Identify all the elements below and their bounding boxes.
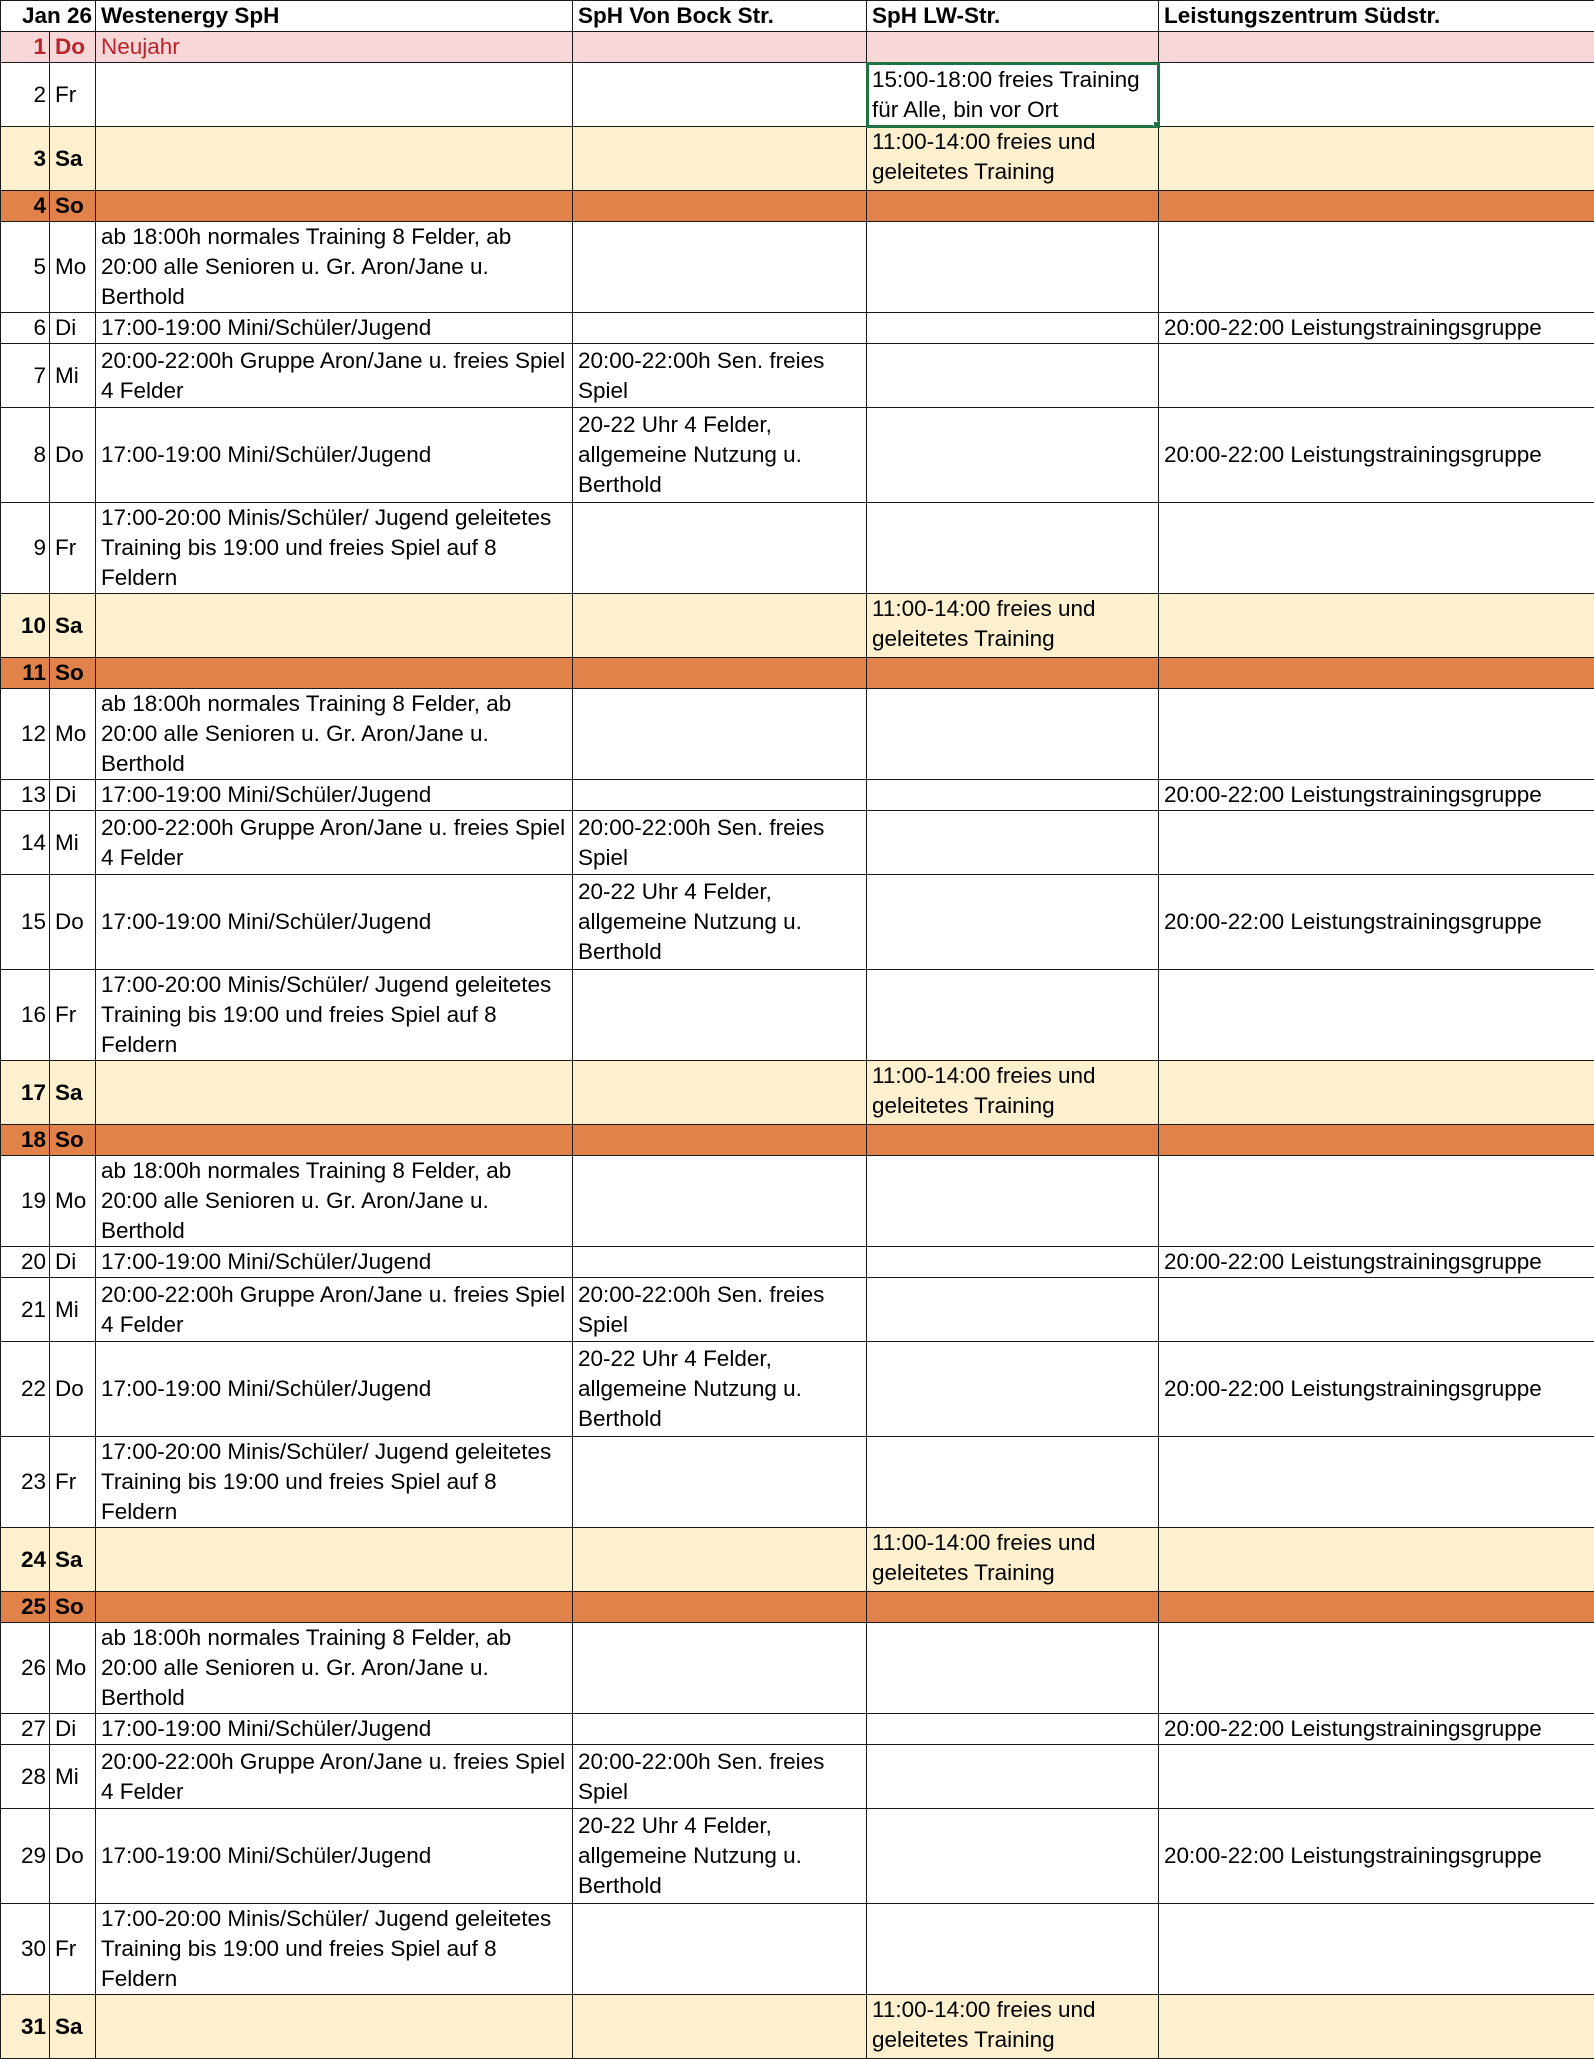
schedule-cell-lw[interactable] [867,32,1159,63]
schedule-cell-bock[interactable] [573,594,867,658]
schedule-cell-sued[interactable] [1159,63,1594,127]
schedule-cell-west[interactable]: Neujahr [96,32,573,63]
day-number-cell[interactable]: 14 [1,811,50,875]
schedule-cell-west[interactable]: 20:00-22:00h Gruppe Aron/Jane u. freies Spiel 4 Felder [96,1745,573,1809]
weekday-cell[interactable]: Fr [50,1904,96,1995]
day-number-cell[interactable]: 29 [1,1809,50,1904]
day-number-cell[interactable]: 16 [1,970,50,1061]
schedule-cell-sued[interactable]: 20:00-22:00 Leistungstrainingsgruppe [1159,313,1594,344]
schedule-cell-west[interactable]: 17:00-20:00 Minis/Schüler/ Jugend geleitetes Training bis 19:00 und freies Spiel auf 8 Feldern [96,970,573,1061]
day-number-cell[interactable]: 4 [1,191,50,222]
schedule-cell-west[interactable]: 17:00-19:00 Mini/Schüler/Jugend [96,1342,573,1437]
month-header[interactable]: Jan 26 [1,1,96,32]
schedule-cell-lw[interactable]: 11:00-14:00 freies und geleitetes Training [867,594,1159,658]
schedule-cell-bock[interactable]: 20-22 Uhr 4 Felder, allgemeine Nutzung u. Berthold [573,408,867,503]
weekday-cell[interactable]: Di [50,780,96,811]
day-row [1,344,1594,408]
day-row [1,1156,1594,1247]
header-row [1,1,1594,32]
day-number-cell[interactable]: 30 [1,1904,50,1995]
schedule-cell-lw[interactable] [867,1156,1159,1247]
day-row [1,689,1594,780]
schedule-cell-bock[interactable] [573,1528,867,1592]
schedule-cell-lw[interactable] [867,1592,1159,1623]
schedule-cell-west[interactable]: 20:00-22:00h Gruppe Aron/Jane u. freies Spiel 4 Felder [96,811,573,875]
schedule-cell-west[interactable] [96,191,573,222]
day-row [1,503,1594,594]
schedule-cell-sued[interactable]: 20:00-22:00 Leistungstrainingsgruppe [1159,875,1594,970]
day-row [1,811,1594,875]
schedule-cell-lw[interactable] [867,780,1159,811]
schedule-cell-lw[interactable] [867,658,1159,689]
day-row [1,1061,1594,1125]
day-row [1,127,1594,191]
schedule-cell-sued[interactable] [1159,1061,1594,1125]
schedule-cell-sued[interactable] [1159,1745,1594,1809]
schedule-cell-west[interactable]: 20:00-22:00h Gruppe Aron/Jane u. freies Spiel 4 Felder [96,1278,573,1342]
weekday-cell[interactable]: Mi [50,344,96,408]
weekday-cell[interactable]: Mi [50,811,96,875]
day-row [1,1995,1594,2059]
weekday-cell[interactable]: Fr [50,1437,96,1528]
schedule-cell-lw[interactable] [867,344,1159,408]
day-row [1,1623,1594,1714]
schedule-cell-bock[interactable]: 20:00-22:00h Sen. freies Spiel [573,1745,867,1809]
weekday-cell[interactable]: So [50,1125,96,1156]
day-number-cell[interactable]: 6 [1,313,50,344]
day-number-cell[interactable]: 20 [1,1247,50,1278]
weekday-cell[interactable]: Sa [50,1061,96,1125]
weekday-cell[interactable]: Do [50,1809,96,1904]
day-row [1,1809,1594,1904]
schedule-cell-bock[interactable] [573,1125,867,1156]
schedule-cell-sued[interactable] [1159,1125,1594,1156]
day-row [1,970,1594,1061]
schedule-cell-sued[interactable] [1159,1528,1594,1592]
schedule-cell-bock[interactable] [573,1061,867,1125]
weekday-cell[interactable]: Sa [50,1528,96,1592]
schedule-cell-sued[interactable] [1159,1995,1594,2059]
schedule-cell-bock[interactable] [573,191,867,222]
schedule-cell-lw[interactable] [867,689,1159,780]
day-number-cell[interactable]: 11 [1,658,50,689]
weekday-cell[interactable]: Sa [50,127,96,191]
day-row [1,1528,1594,1592]
day-number-cell[interactable]: 27 [1,1714,50,1745]
schedule-cell-lw[interactable] [867,408,1159,503]
day-number-cell[interactable]: 19 [1,1156,50,1247]
weekday-cell[interactable]: Mi [50,1745,96,1809]
day-number-cell[interactable]: 24 [1,1528,50,1592]
schedule-cell-west[interactable] [96,1528,573,1592]
schedule-cell-bock[interactable]: 20:00-22:00h Sen. freies Spiel [573,811,867,875]
schedule-cell-bock[interactable] [573,970,867,1061]
schedule-cell-bock[interactable] [573,1995,867,2059]
schedule-cell-bock[interactable] [573,313,867,344]
day-number-cell[interactable]: 9 [1,503,50,594]
schedule-cell-lw[interactable] [867,222,1159,313]
schedule-cell-sued[interactable]: 20:00-22:00 Leistungstrainingsgruppe [1159,1342,1594,1437]
schedule-cell-west[interactable]: 17:00-19:00 Mini/Schüler/Jugend [96,780,573,811]
schedule-cell-bock[interactable] [573,1714,867,1745]
schedule-cell-bock[interactable] [573,658,867,689]
schedule-cell-west[interactable]: ab 18:00h normales Training 8 Felder, ab 20:00 alle Senioren u. Gr. Aron/Jane u. Berthold [96,1156,573,1247]
schedule-cell-sued[interactable] [1159,222,1594,313]
schedule-cell-west[interactable] [96,594,573,658]
schedule-cell-sued[interactable]: 20:00-22:00 Leistungstrainingsgruppe [1159,780,1594,811]
day-number-cell[interactable]: 10 [1,594,50,658]
schedule-cell-lw[interactable] [867,1437,1159,1528]
weekday-cell[interactable]: Mo [50,222,96,313]
weekday-cell[interactable]: Di [50,1714,96,1745]
schedule-cell-bock[interactable]: 20-22 Uhr 4 Felder, allgemeine Nutzung u. Berthold [573,1809,867,1904]
schedule-cell-bock[interactable] [573,1437,867,1528]
schedule-cell-sued[interactable] [1159,1278,1594,1342]
schedule-cell-lw[interactable] [867,1714,1159,1745]
schedule-cell-west[interactable] [96,1061,573,1125]
day-row [1,1904,1594,1995]
weekday-cell[interactable]: Mo [50,689,96,780]
schedule-cell-lw[interactable] [867,970,1159,1061]
day-number-cell[interactable]: 12 [1,689,50,780]
column-header-von-bock[interactable]: SpH Von Bock Str. [573,1,867,32]
schedule-cell-sued[interactable] [1159,1623,1594,1714]
schedule-cell-lw[interactable] [867,1904,1159,1995]
day-row [1,408,1594,503]
schedule-cell-bock[interactable] [573,1904,867,1995]
schedule-cell-bock[interactable] [573,780,867,811]
weekday-cell[interactable]: Mo [50,1623,96,1714]
column-header-westenergy[interactable]: Westenergy SpH [96,1,573,32]
day-number-cell[interactable]: 8 [1,408,50,503]
day-row [1,313,1594,344]
schedule-cell-lw[interactable] [867,191,1159,222]
schedule-cell-lw[interactable]: 11:00-14:00 freies und geleitetes Training [867,1528,1159,1592]
weekday-cell[interactable]: Fr [50,970,96,1061]
schedule-cell-west[interactable] [96,1125,573,1156]
schedule-cell-west[interactable] [96,1995,573,2059]
schedule-cell-sued[interactable] [1159,970,1594,1061]
schedule-cell-west[interactable]: 17:00-19:00 Mini/Schüler/Jugend [96,313,573,344]
weekday-cell[interactable]: Do [50,1342,96,1437]
fill-handle[interactable] [1153,121,1159,127]
weekday-cell[interactable]: Do [50,875,96,970]
schedule-cell-sued[interactable] [1159,1904,1594,1995]
day-number-cell[interactable]: 31 [1,1995,50,2059]
day-row [1,222,1594,313]
schedule-cell-lw[interactable]: 15:00-18:00 freies Training für Alle, bin vor Ort [867,63,1159,127]
column-header-lw-str[interactable]: SpH LW-Str. [867,1,1159,32]
weekday-cell[interactable]: Sa [50,594,96,658]
day-row [1,780,1594,811]
schedule-cell-sued[interactable] [1159,811,1594,875]
day-row [1,63,1594,127]
schedule-cell-sued[interactable]: 20:00-22:00 Leistungstrainingsgruppe [1159,408,1594,503]
day-number-cell[interactable]: 18 [1,1125,50,1156]
schedule-cell-west[interactable]: 20:00-22:00h Gruppe Aron/Jane u. freies Spiel 4 Felder [96,344,573,408]
schedule-cell-west[interactable]: ab 18:00h normales Training 8 Felder, ab 20:00 alle Senioren u. Gr. Aron/Jane u. Berthold [96,222,573,313]
weekday-cell[interactable]: Fr [50,63,96,127]
schedule-cell-bock[interactable]: 20:00-22:00h Sen. freies Spiel [573,344,867,408]
day-row [1,1592,1594,1623]
weekday-cell[interactable]: So [50,191,96,222]
day-number-cell[interactable]: 23 [1,1437,50,1528]
schedule-cell-lw[interactable] [867,313,1159,344]
schedule-cell-bock[interactable] [573,689,867,780]
weekday-cell[interactable]: Do [50,408,96,503]
day-number-cell[interactable]: 7 [1,344,50,408]
schedule-cell-west[interactable]: 17:00-19:00 Mini/Schüler/Jugend [96,1809,573,1904]
day-number-cell[interactable]: 17 [1,1061,50,1125]
schedule-cell-bock[interactable] [573,63,867,127]
schedule-cell-west[interactable] [96,127,573,191]
schedule-cell-west[interactable]: ab 18:00h normales Training 8 Felder, ab 20:00 alle Senioren u. Gr. Aron/Jane u. Berthold [96,689,573,780]
schedule-cell-lw[interactable] [867,875,1159,970]
schedule-cell-west[interactable]: ab 18:00h normales Training 8 Felder, ab 20:00 alle Senioren u. Gr. Aron/Jane u. Berthold [96,1623,573,1714]
schedule-cell-sued[interactable]: 20:00-22:00 Leistungstrainingsgruppe [1159,1247,1594,1278]
schedule-cell-west[interactable]: 17:00-19:00 Mini/Schüler/Jugend [96,875,573,970]
schedule-cell-bock[interactable] [573,503,867,594]
weekday-cell[interactable]: So [50,1592,96,1623]
day-row [1,1247,1594,1278]
schedule-cell-west[interactable]: 17:00-20:00 Minis/Schüler/ Jugend geleitetes Training bis 19:00 und freies Spiel auf 8 Feldern [96,1437,573,1528]
weekday-cell[interactable]: Mo [50,1156,96,1247]
schedule-cell-west[interactable] [96,658,573,689]
weekday-cell[interactable]: Mi [50,1278,96,1342]
weekday-cell[interactable]: Fr [50,503,96,594]
schedule-cell-bock[interactable] [573,32,867,63]
day-row [1,1342,1594,1437]
day-row [1,1125,1594,1156]
schedule-cell-lw[interactable] [867,1278,1159,1342]
schedule-cell-sued[interactable] [1159,191,1594,222]
schedule-cell-lw[interactable]: 11:00-14:00 freies und geleitetes Training [867,127,1159,191]
day-row [1,1437,1594,1528]
schedule-cell-bock[interactable]: 20-22 Uhr 4 Felder, allgemeine Nutzung u. Berthold [573,1342,867,1437]
schedule-cell-lw[interactable] [867,1125,1159,1156]
weekday-cell[interactable]: Sa [50,1995,96,2059]
day-number-cell[interactable]: 22 [1,1342,50,1437]
day-row [1,191,1594,222]
day-number-cell[interactable]: 3 [1,127,50,191]
day-number-cell[interactable]: 25 [1,1592,50,1623]
schedule-cell-lw[interactable]: 11:00-14:00 freies und geleitetes Training [867,1995,1159,2059]
schedule-cell-west[interactable]: 17:00-19:00 Mini/Schüler/Jugend [96,408,573,503]
day-row [1,658,1594,689]
schedule-cell-sued[interactable] [1159,127,1594,191]
schedule-cell-sued[interactable] [1159,503,1594,594]
day-row [1,1278,1594,1342]
schedule-cell-sued[interactable]: 20:00-22:00 Leistungstrainingsgruppe [1159,1809,1594,1904]
weekday-cell[interactable]: Di [50,1247,96,1278]
schedule-cell-lw[interactable] [867,1247,1159,1278]
day-number-cell[interactable]: 28 [1,1745,50,1809]
schedule-cell-bock[interactable] [573,127,867,191]
schedule-cell-sued[interactable] [1159,594,1594,658]
schedule-cell-sued[interactable] [1159,689,1594,780]
schedule-cell-west[interactable] [96,1592,573,1623]
schedule-cell-bock[interactable] [573,1156,867,1247]
schedule-cell-west[interactable]: 17:00-19:00 Mini/Schüler/Jugend [96,1714,573,1745]
day-number-cell[interactable]: 15 [1,875,50,970]
day-number-cell[interactable]: 21 [1,1278,50,1342]
weekday-cell[interactable]: Do [50,32,96,63]
schedule-cell-sued[interactable] [1159,344,1594,408]
schedule-cell-lw[interactable] [867,811,1159,875]
schedule-cell-sued[interactable] [1159,1156,1594,1247]
day-number-cell[interactable]: 13 [1,780,50,811]
schedule-cell-bock[interactable] [573,1592,867,1623]
day-number-cell[interactable]: 1 [1,32,50,63]
schedule-cell-bock[interactable] [573,222,867,313]
weekday-cell[interactable]: Di [50,313,96,344]
column-header-suedstr[interactable]: Leistungszentrum Südstr. [1159,1,1594,32]
schedule-cell-sued[interactable] [1159,658,1594,689]
schedule-cell-sued[interactable] [1159,32,1594,63]
day-row [1,875,1594,970]
schedule-cell-bock[interactable]: 20-22 Uhr 4 Felder, allgemeine Nutzung u. Berthold [573,875,867,970]
schedule-cell-west[interactable]: 17:00-20:00 Minis/Schüler/ Jugend geleitetes Training bis 19:00 und freies Spiel auf 8 Feldern [96,503,573,594]
schedule-cell-lw[interactable] [867,1745,1159,1809]
schedule-cell-west[interactable] [96,63,573,127]
schedule-cell-lw[interactable] [867,1623,1159,1714]
schedule-cell-west[interactable]: 17:00-19:00 Mini/Schüler/Jugend [96,1247,573,1278]
schedule-cell-lw[interactable] [867,1809,1159,1904]
schedule-cell-bock[interactable]: 20:00-22:00h Sen. freies Spiel [573,1278,867,1342]
schedule-cell-lw[interactable] [867,1342,1159,1437]
schedule-cell-sued[interactable] [1159,1592,1594,1623]
day-number-cell[interactable]: 26 [1,1623,50,1714]
schedule-cell-bock[interactable] [573,1623,867,1714]
schedule-cell-sued[interactable] [1159,1437,1594,1528]
day-number-cell[interactable]: 2 [1,63,50,127]
schedule-cell-lw[interactable] [867,503,1159,594]
day-row [1,32,1594,63]
schedule-cell-bock[interactable] [573,1247,867,1278]
weekday-cell[interactable]: So [50,658,96,689]
schedule-cell-west[interactable]: 17:00-20:00 Minis/Schüler/ Jugend geleitetes Training bis 19:00 und freies Spiel auf 8 Feldern [96,1904,573,1995]
day-row [1,1714,1594,1745]
schedule-cell-lw[interactable]: 11:00-14:00 freies und geleitetes Training [867,1061,1159,1125]
day-number-cell[interactable]: 5 [1,222,50,313]
schedule-cell-sued[interactable]: 20:00-22:00 Leistungstrainingsgruppe [1159,1714,1594,1745]
day-row [1,1745,1594,1809]
day-row [1,594,1594,658]
